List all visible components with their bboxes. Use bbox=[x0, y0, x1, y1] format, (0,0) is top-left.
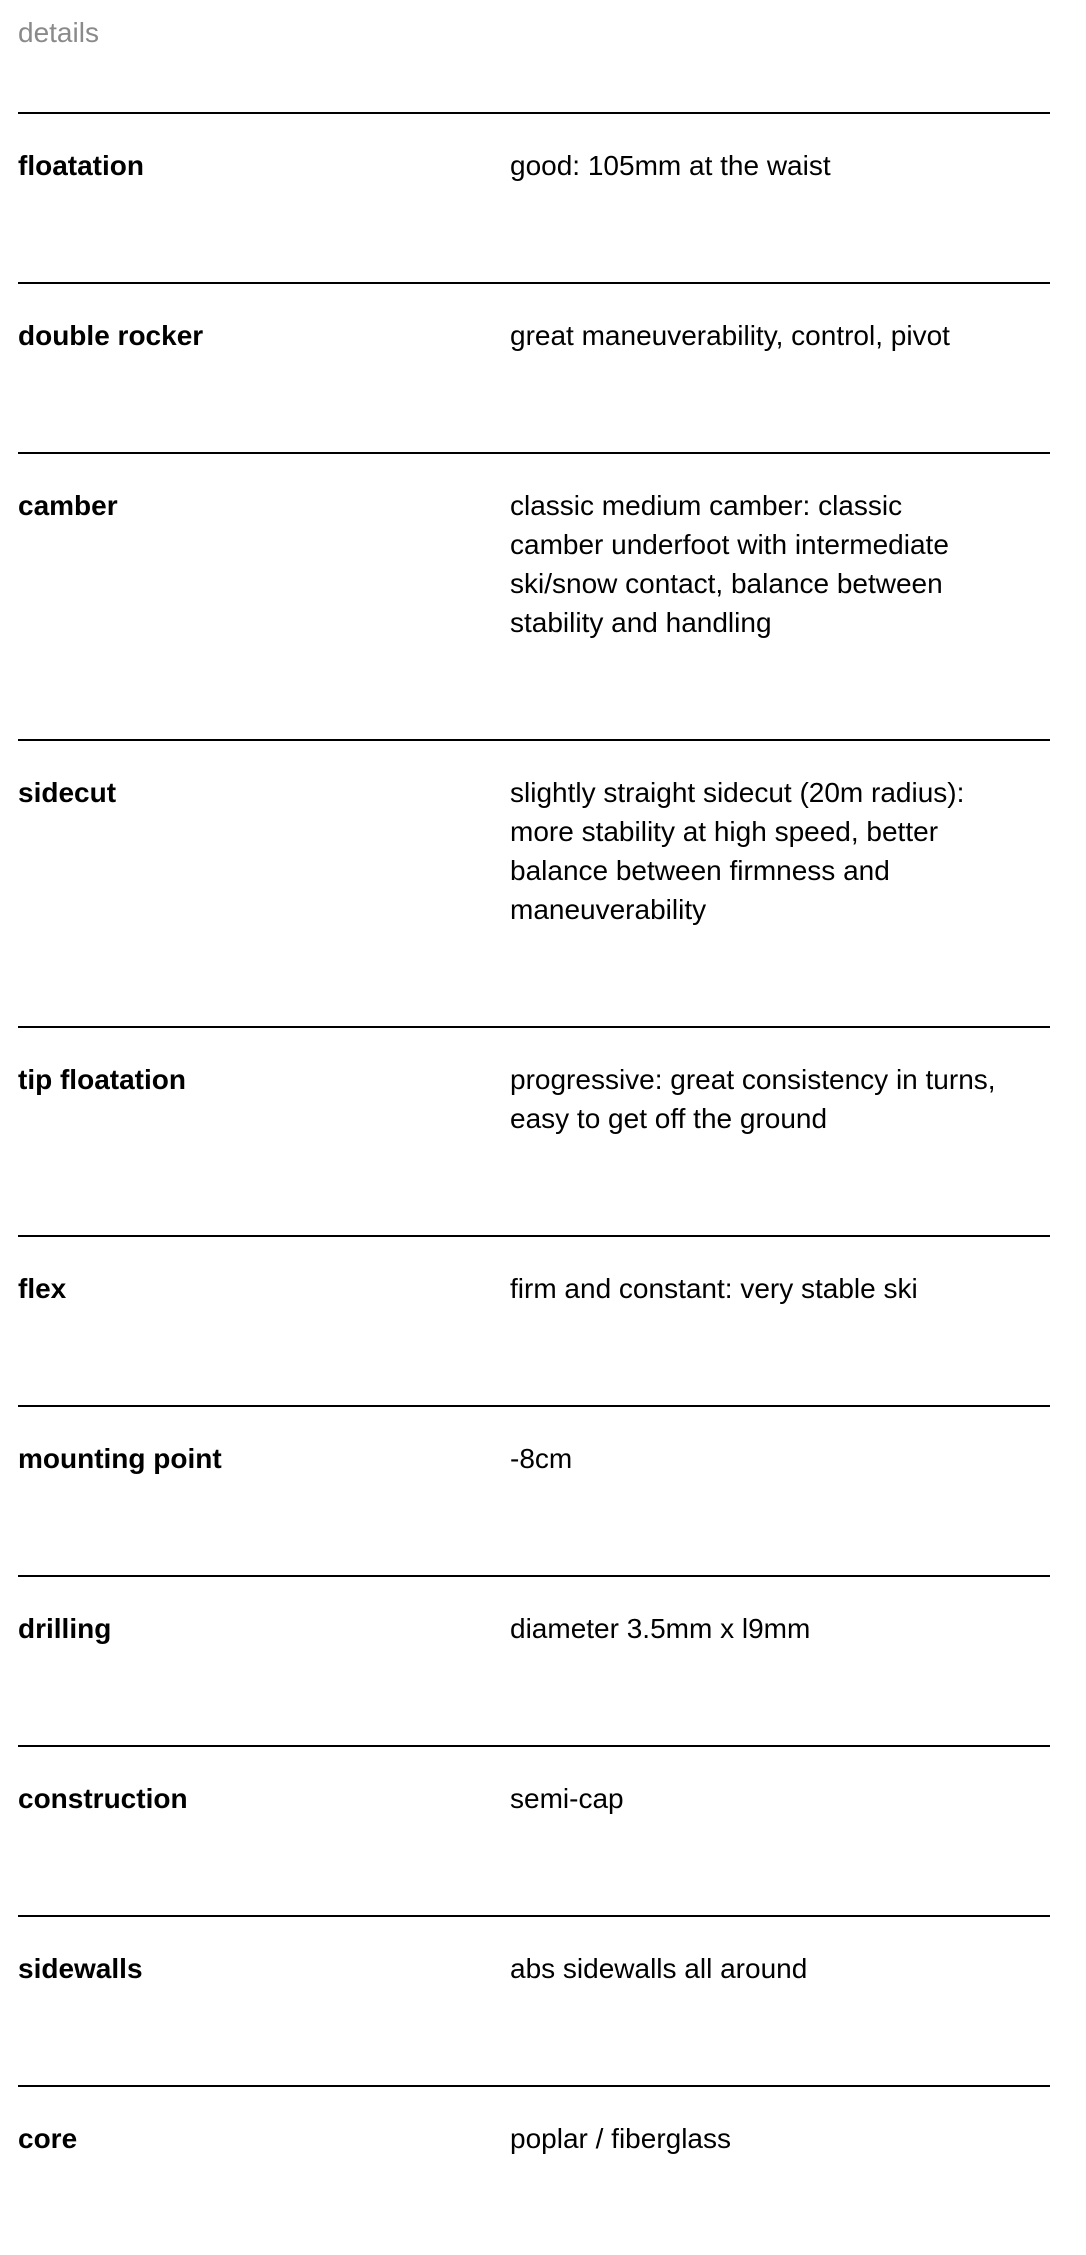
spec-label: double rocker bbox=[18, 320, 204, 351]
spec-label: drilling bbox=[18, 1613, 112, 1644]
spec-value: firm and constant: very stable ski bbox=[510, 1273, 918, 1304]
spec-label: tip floatation bbox=[18, 1064, 186, 1095]
spec-value: slightly straight sidecut (20m radius): more stability at high speed, better balance between firmness and maneuverability bbox=[510, 777, 965, 925]
spec-row-camber bbox=[18, 452, 1050, 739]
spec-label: mounting point bbox=[18, 1443, 222, 1474]
spec-label: floatation bbox=[18, 150, 144, 181]
spec-label: sidecut bbox=[18, 777, 117, 808]
spec-value: semi-cap bbox=[510, 1783, 624, 1814]
spec-list bbox=[18, 112, 1050, 2255]
spec-value: good: 105mm at the waist bbox=[510, 150, 831, 181]
spec-label: camber bbox=[18, 490, 118, 521]
spec-row-mounting-point bbox=[18, 1405, 1050, 1575]
spec-row-double-rocker bbox=[18, 282, 1050, 452]
spec-value: poplar / fiberglass bbox=[510, 2123, 732, 2154]
spec-value: classic medium camber: classic camber underfoot with intermediate ski/snow contact, balance between stability and handling bbox=[510, 490, 949, 638]
spec-label: construction bbox=[18, 1783, 188, 1814]
spec-value: abs sidewalls all around bbox=[510, 1953, 808, 1984]
spec-row-sidewalls bbox=[18, 1915, 1050, 2085]
spec-row-sidecut bbox=[18, 739, 1050, 1026]
spec-label: flex bbox=[18, 1273, 67, 1304]
spec-row-tip-floatation bbox=[18, 1026, 1050, 1235]
spec-label: sidewalls bbox=[18, 1953, 143, 1984]
spec-value: diameter 3.5mm x l9mm bbox=[510, 1613, 811, 1644]
spec-row-core bbox=[18, 2085, 1050, 2255]
spec-value: progressive: great consistency in turns, easy to get off the ground bbox=[510, 1064, 996, 1134]
spec-row-flex bbox=[18, 1235, 1050, 1405]
spec-value: great maneuverability, control, pivot bbox=[510, 320, 950, 351]
spec-label: core bbox=[18, 2123, 78, 2154]
spec-row-floatation bbox=[18, 112, 1050, 282]
section-title: details bbox=[18, 17, 99, 48]
spec-row-drilling bbox=[18, 1575, 1050, 1745]
spec-value: -8cm bbox=[510, 1443, 573, 1474]
spec-row-construction bbox=[18, 1745, 1050, 1915]
